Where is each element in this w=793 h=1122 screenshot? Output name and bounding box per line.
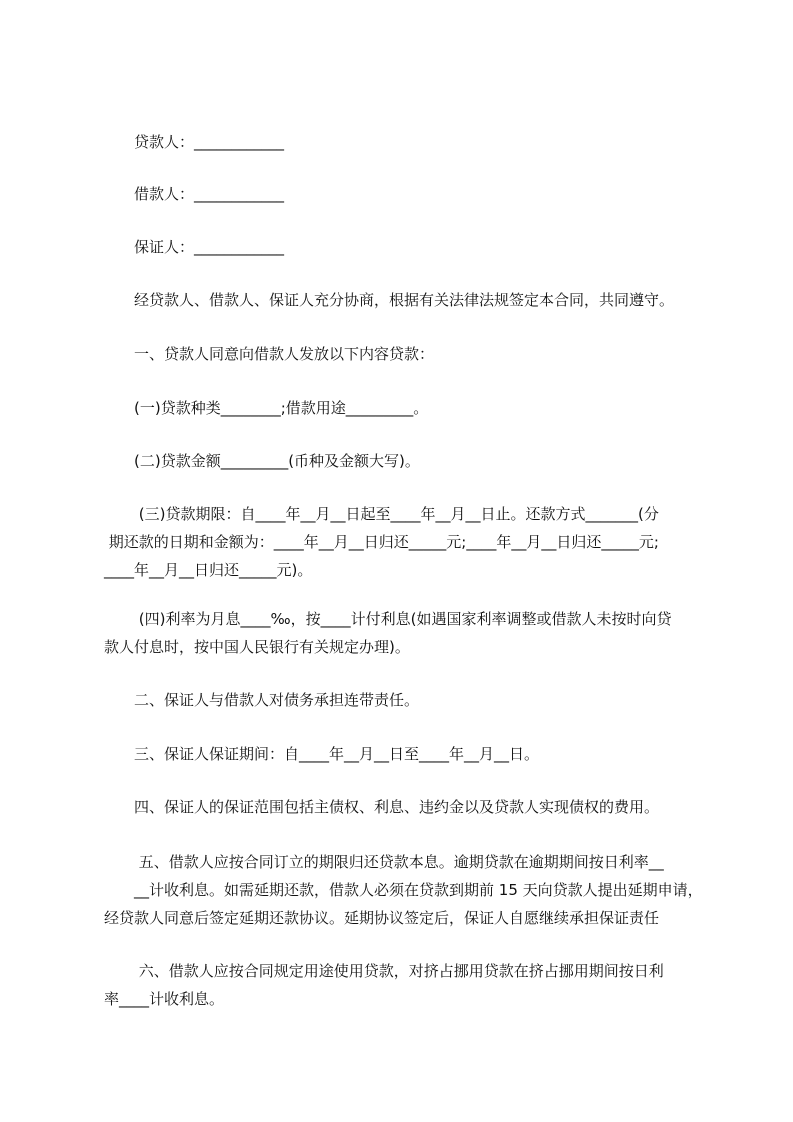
section-1-item-4-line-1: (四)利率为月息____‰，按____计付利息(如遇国家利率调整或借款人未按时向贷 <box>104 610 672 628</box>
section-5 <box>104 848 724 932</box>
guarantor-line: 保证人：____________ <box>104 238 285 256</box>
section-1-item-3 <box>104 500 724 584</box>
section-1-item-3-line-3: ____年__月__日归还_____元)。 <box>104 561 313 579</box>
intro-paragraph: 经贷款人、借款人、保证人充分协商，根据有关法律法规签定本合同，共同遵守。 <box>104 291 675 309</box>
section-1-item-4 <box>104 605 724 661</box>
section-1-title: 一、贷款人同意向借款人发放以下内容贷款： <box>104 345 435 363</box>
section-4: 四、保证人的保证范围包括主债权、利息、违约金以及贷款人实现债权的费用。 <box>104 798 660 816</box>
section-6-line-1: 六、借款人应按合同规定用途使用贷款，对挤占挪用贷款在挤占挪用期间按日利 <box>104 962 664 980</box>
section-3: 三、保证人保证期间：自____年__月__日至____年__月__日。 <box>104 745 540 763</box>
section-1-item-4-line-2: 款人付息时，按中国人民银行有关规定办理)。 <box>104 638 410 656</box>
section-1-item-3-line-1: (三)贷款期限：自____年__月__日起至____年__月__日止。还款方式_______(分 <box>104 505 659 523</box>
section-5-line-3: 经贷款人同意后签定延期还款协议。延期协议签定后，保证人自愿继续承担保证责任 <box>104 909 660 927</box>
lender-line: 贷款人：____________ <box>104 133 285 151</box>
section-6-line-2: 率____计收利息。 <box>104 990 225 1008</box>
section-1-item-2: (二)贷款金额_________(币种及金额大写)。 <box>104 452 420 470</box>
section-1-item-1: (一)贷款种类________;借款用途_________。 <box>104 399 429 417</box>
section-5-line-2: __计收利息。如需延期还款，借款人必须在贷款到期前 15 天向贷款人提出延期申请， <box>104 881 703 899</box>
section-1-item-3-line-2: 期还款的日期和金额为：____年__月__日归还_____元;____年__月__日归还_____元; <box>104 533 659 551</box>
borrower-line: 借款人：____________ <box>104 185 285 203</box>
section-2: 二、保证人与借款人对债务承担连带责任。 <box>104 691 420 709</box>
section-5-line-1: 五、借款人应按合同订立的期限归还贷款本息。逾期贷款在逾期期间按日利率__ <box>104 853 664 871</box>
section-6 <box>104 957 724 1013</box>
